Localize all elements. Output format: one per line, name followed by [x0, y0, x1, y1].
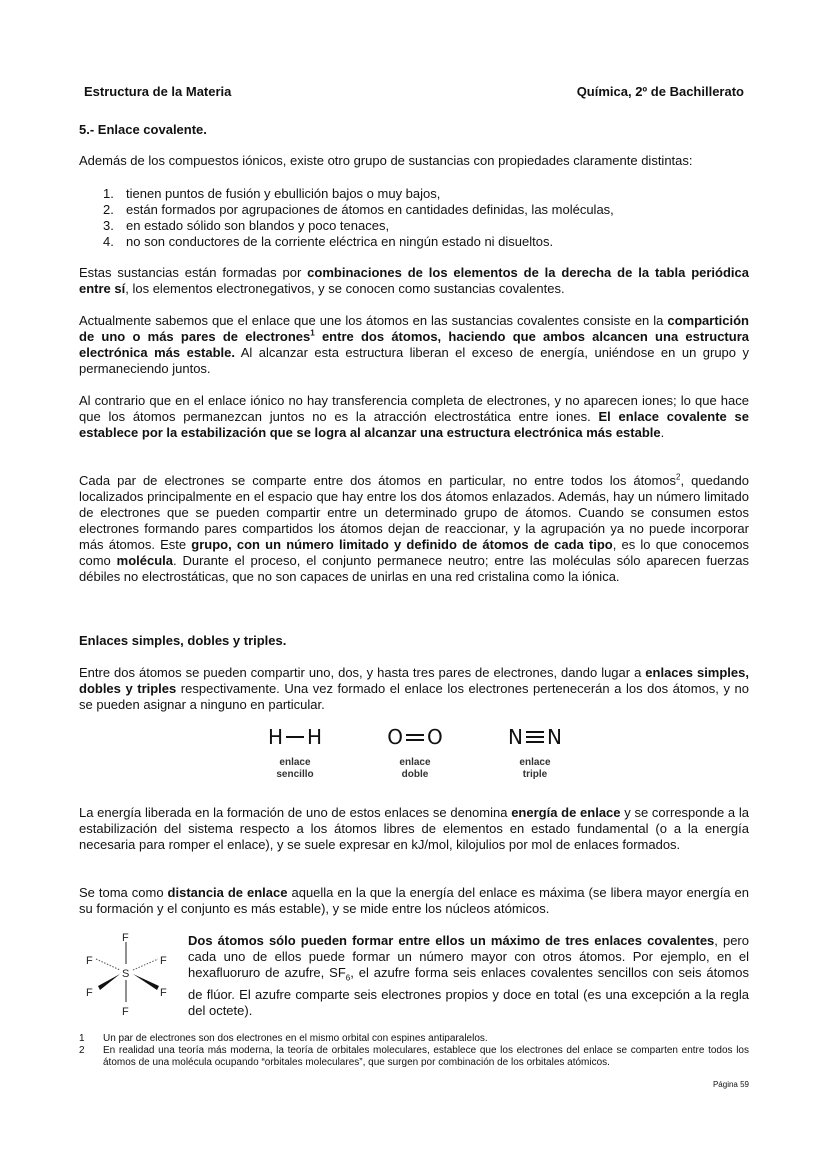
section-title: 5.- Enlace covalente. [79, 122, 207, 137]
footnote-ref-2[interactable]: 2 [676, 472, 681, 482]
paragraph-sf6: Dos átomos sólo pueden formar entre ellos un máximo de tres enlaces covalentes, pero cada uno de ellos puede formar un número mayor con otros átomos. Por ejemplo, en el hexafluoruro de azufre, $SF_6$, el azufre forma seis enlaces covalentes sencillos con seis átomos de flúor. El azufre comparte seis electrones propios y doce en total (es una excepción a la regla del octete). [188, 933, 749, 1018]
svg-text:F: F [122, 932, 129, 944]
svg-text:F: F [160, 955, 167, 967]
double-bond-line-icon [406, 734, 424, 741]
footnote-1: 1 Un par de electrones son dos electrones en el mismo orbital con espines antiparalelos. [79, 1033, 488, 1044]
footnote-2: 2 En realidad una teoría más moderna, la teoría de orbitales moleculares, establece que los electrones del enlace se comparten entre todos los átomos de una molécula ocupando “orbitales moleculares”, que surgen por combinación de los orbitales atómicos. [79, 1045, 749, 1068]
page-number: Página 59 [712, 1080, 749, 1089]
double-bond: O O enlace doble [387, 725, 443, 780]
footnote-ref-1[interactable]: 1 [310, 328, 315, 338]
list-item: 4. no son conductores de la corriente eléctrica en ningún estado ni disueltos. [103, 234, 554, 249]
header-right: Química, 2º de Bachillerato [576, 84, 744, 99]
subsection-title: Enlaces simples, dobles y triples. [79, 633, 287, 648]
page-header [84, 84, 744, 99]
svg-text:F: F [160, 987, 167, 999]
single-bond-line-icon [286, 736, 304, 738]
paragraph-sharing: Actualmente sabemos que el enlace que une los átomos en las sustancias covalentes consiste en la compartición de uno o más pares de electrones$^1$ entre dos átomos, haciendo que ambos alcancen una estructura electrónica más estable. Al alcanzar esta estructura liberan el exceso de energía, uniéndose en un grupo y permaneciendo juntos. [79, 313, 749, 376]
header-left: Estructura de la Materia [84, 84, 232, 99]
paragraph-bond-energy: La energía liberada en la formación de uno de estos enlaces se denomina energía de enlace y se corresponde a la estabilización del sistema respecto a los átomos libres de elementos en estado fundamental (o a la energía necesaria para romper el enlace), y se suele expresar en kJ/mol, kilojulios por mol de enlaces formados. [79, 805, 749, 852]
list-item: 3. en estado sólido son blandos y poco tenaces, [103, 218, 390, 233]
list-item: 1. tienen puntos de fusión y ebullición bajos o muy bajos, [103, 186, 441, 201]
triple-bond-line-icon [526, 731, 544, 743]
properties-list [103, 186, 614, 250]
paragraph-bond-distance: Se toma como distancia de enlace aquella en la que la energía del enlace es máxima (se libera mayor energía en su formación y el conjunto es más estable), y se mide entre los núcleos atómicos. [79, 885, 749, 916]
footnotes [79, 1033, 749, 1069]
paragraph-bond-types: Entre dos átomos se pueden compartir uno, dos, y hasta tres pares de electrones, dando lugar a enlaces simples, dobles y triples respectivamente. Una vez formado el enlace los electrones pertenecerán a los dos átomos, y no se pueden asignar a ninguno en particular. [79, 665, 749, 712]
svg-text:F: F [86, 987, 93, 999]
sf6-molecule-icon [78, 928, 183, 1018]
intro-paragraph: Además de los compuestos iónicos, existe otro grupo de sustancias con propiedades claramente distintas: [79, 153, 693, 168]
list-item: 2. están formados por agrupaciones de átomos en cantidades definidas, las moléculas, [103, 202, 614, 217]
single-bond: H H enlace sencillo [267, 725, 323, 780]
paragraph-molecule: Cada par de electrones se comparte entre dos átomos en particular, no entre todos los átomos$^2$, quedando localizados principalmente en el espacio que hay entre los dos átomos enlazados. Además, hay un número limitado de electrones que se pueden compartir entre un determinado grupo de átomos. Cuando se consumen estos electrones formando pares compartidos los átomos dejan de reaccionar, y la agrupación ya no puede incorporar más átomos. Este grupo, con un número limitado y definido de átomos de cada tipo, es lo que conocemos como molécula. Durante el proceso, el conjunto permanece neutro; entre las moléculas sólo aparecen fuerzas débiles no electrostáticas, que no son capaces de unirlas en una red cristalina como la iónica. [79, 472, 750, 584]
paragraph-ionic-contrast: Al contrario que en el enlace iónico no hay transferencia completa de electrones, y no aparecen iones; lo que hace que los átomos permanezcan juntos no es la atracción electrostática entre iones. El enlace covalente se establece por la estabilización que se logra al alcanzar una estructura electrónica más estable. [79, 393, 749, 440]
svg-text:S: S [122, 968, 130, 980]
triple-bond: N N enlace triple [508, 725, 562, 780]
bond-diagram [250, 725, 580, 785]
svg-text:F: F [86, 955, 93, 967]
svg-text:F: F [122, 1006, 129, 1018]
paragraph-covalent-substances: Estas sustancias están formadas por combinaciones de los elementos de la derecha de la tabla periódica entre sí, los elementos electronegativos, y se conocen como sustancias covalentes. [79, 265, 749, 296]
